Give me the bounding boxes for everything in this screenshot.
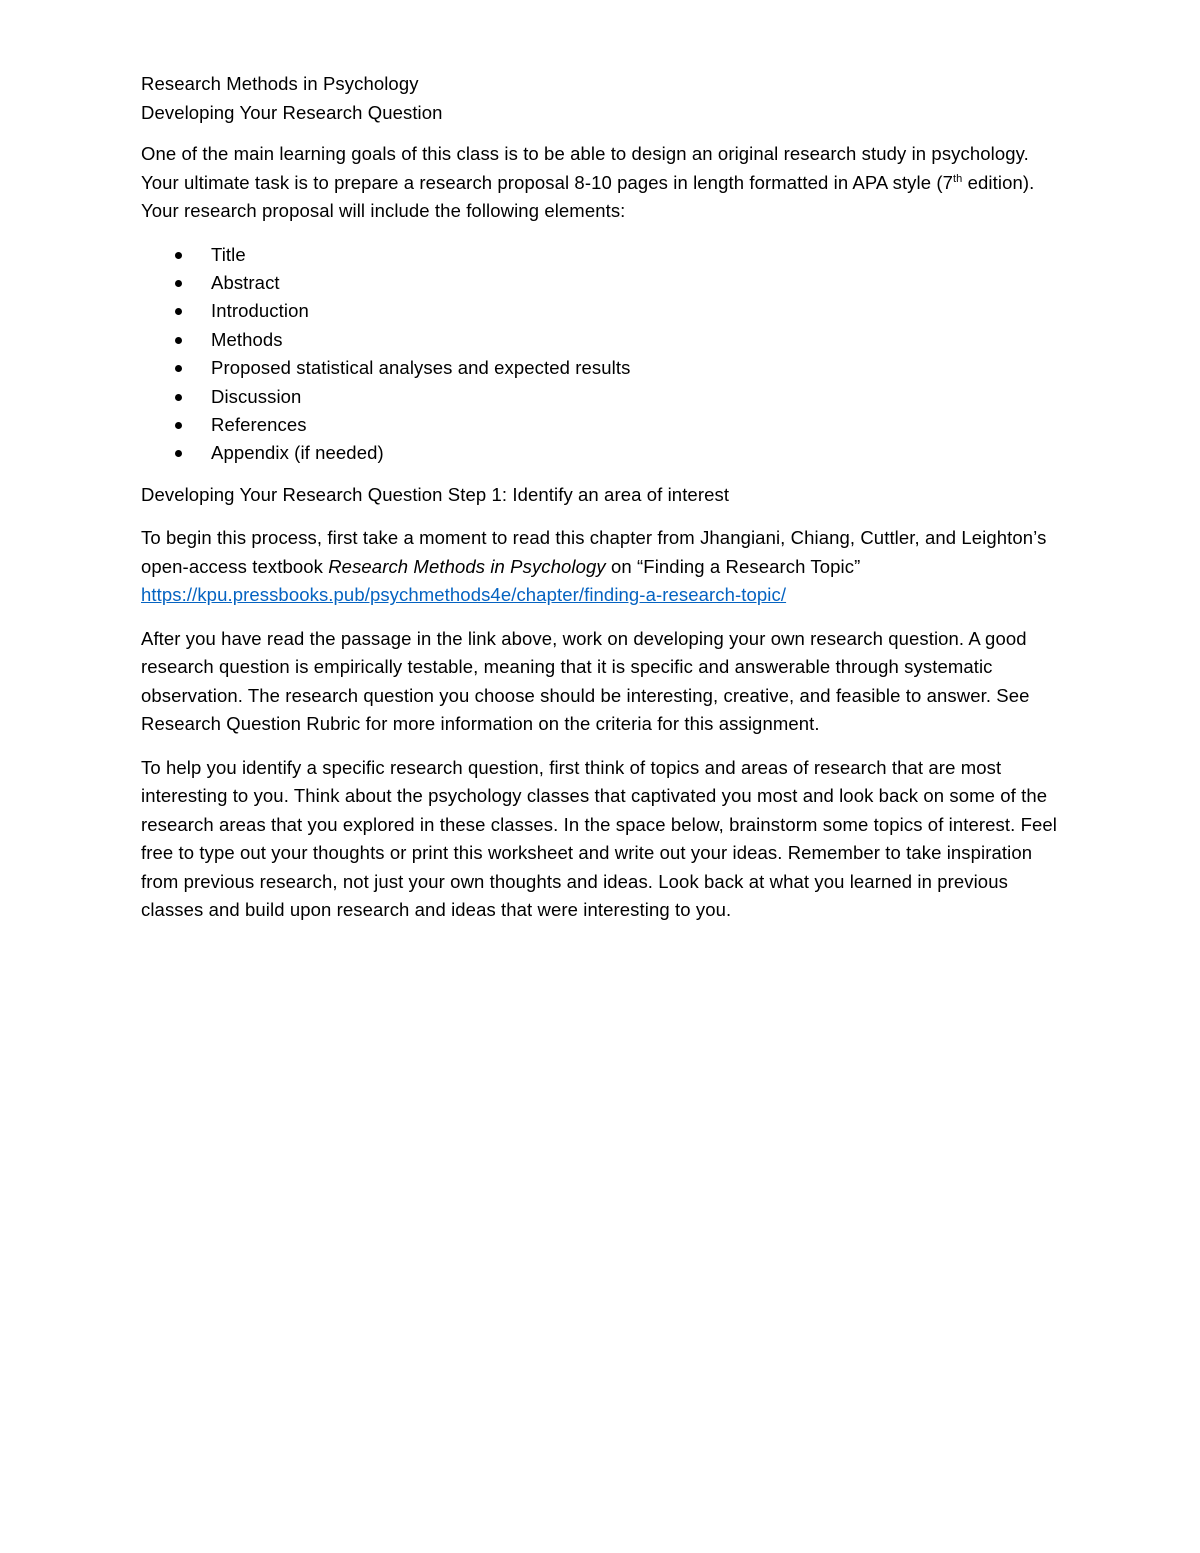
list-item-label: Title <box>211 243 246 265</box>
textbook-title: Research Methods in Psychology <box>328 555 606 577</box>
bullet-icon <box>175 337 182 344</box>
list-item-label: Discussion <box>211 385 302 407</box>
list-item <box>141 241 1071 269</box>
list-item <box>141 354 1071 382</box>
reading-text-start: To begin this process, first take a moment to read this chapter from Jhangiani, Chiang, Cuttler, and Leighton’s open-access textbook <box>141 527 1047 577</box>
bullet-icon <box>175 252 182 259</box>
intro-paragraph <box>141 140 1071 226</box>
research-question-paragraph: After you have read the passage in the link above, work on developing your own research question. A good research question is empirically testable, meaning that it is specific and answerable through systematic observation. The research question you choose should be interesting, creative, and feasible to answer. See Research Question Rubric for more information on the criteria for this assignment. <box>141 627 1030 735</box>
list-item-label: Introduction <box>211 300 309 322</box>
list-item <box>141 439 1071 467</box>
reading-paragraph <box>141 524 1071 610</box>
list-item <box>141 411 1071 439</box>
list-item-label: Abstract <box>211 271 280 293</box>
document-page <box>141 70 1071 940</box>
list-item <box>141 297 1071 325</box>
course-title: Research Methods in Psychology <box>141 73 419 94</box>
list-item <box>141 269 1071 297</box>
bullet-icon <box>175 280 182 287</box>
list-item <box>141 326 1071 354</box>
bullet-icon <box>175 450 182 457</box>
reading-text-end: on “Finding a Research Topic” <box>605 555 861 577</box>
bullet-icon <box>175 394 182 401</box>
list-item-label: Methods <box>211 328 283 350</box>
bullet-icon <box>175 308 182 315</box>
edition-superscript: th <box>953 172 963 185</box>
intro-text-start: One of the main learning goals of this class is to be able to design an original research study in psychology. Your ultimate task is to prepare a research proposal 8-10 pages in length formatted in APA style (7 <box>141 143 1029 193</box>
worksheet-title: Developing Your Research Question <box>141 101 443 123</box>
brainstorm-paragraph: To help you identify a specific research question, first think of topics and areas of research that are most interesting to you. Think about the psychology classes that captivated you most and look back on some of the research areas that you explored in these classes. In the space below, brainstorm some topics of interest. Feel free to type out your thoughts or print this worksheet and write out your ideas. Remember to take inspiration from previous research, not just your own thoughts and ideas. Look back at what you learned in previous classes and build upon research and ideas that were interesting to you. <box>141 756 1058 921</box>
list-item-label: Appendix (if needed) <box>211 442 384 464</box>
bullet-icon <box>175 422 182 429</box>
bullet-icon <box>175 365 182 372</box>
proposal-elements-list <box>141 241 1071 468</box>
chapter-link[interactable]: https://kpu.pressbooks.pub/psychmethods4e/chapter/finding-a-research-topic/ <box>141 584 787 606</box>
list-item-label: Proposed statistical analyses and expected results <box>211 357 631 379</box>
step1-heading: Developing Your Research Question Step 1: Identify an area of interest <box>141 483 730 505</box>
intro-text-end: edition). Your research proposal will include the following elements: <box>141 171 1035 221</box>
list-item-label: References <box>211 413 307 435</box>
list-item <box>141 383 1071 411</box>
